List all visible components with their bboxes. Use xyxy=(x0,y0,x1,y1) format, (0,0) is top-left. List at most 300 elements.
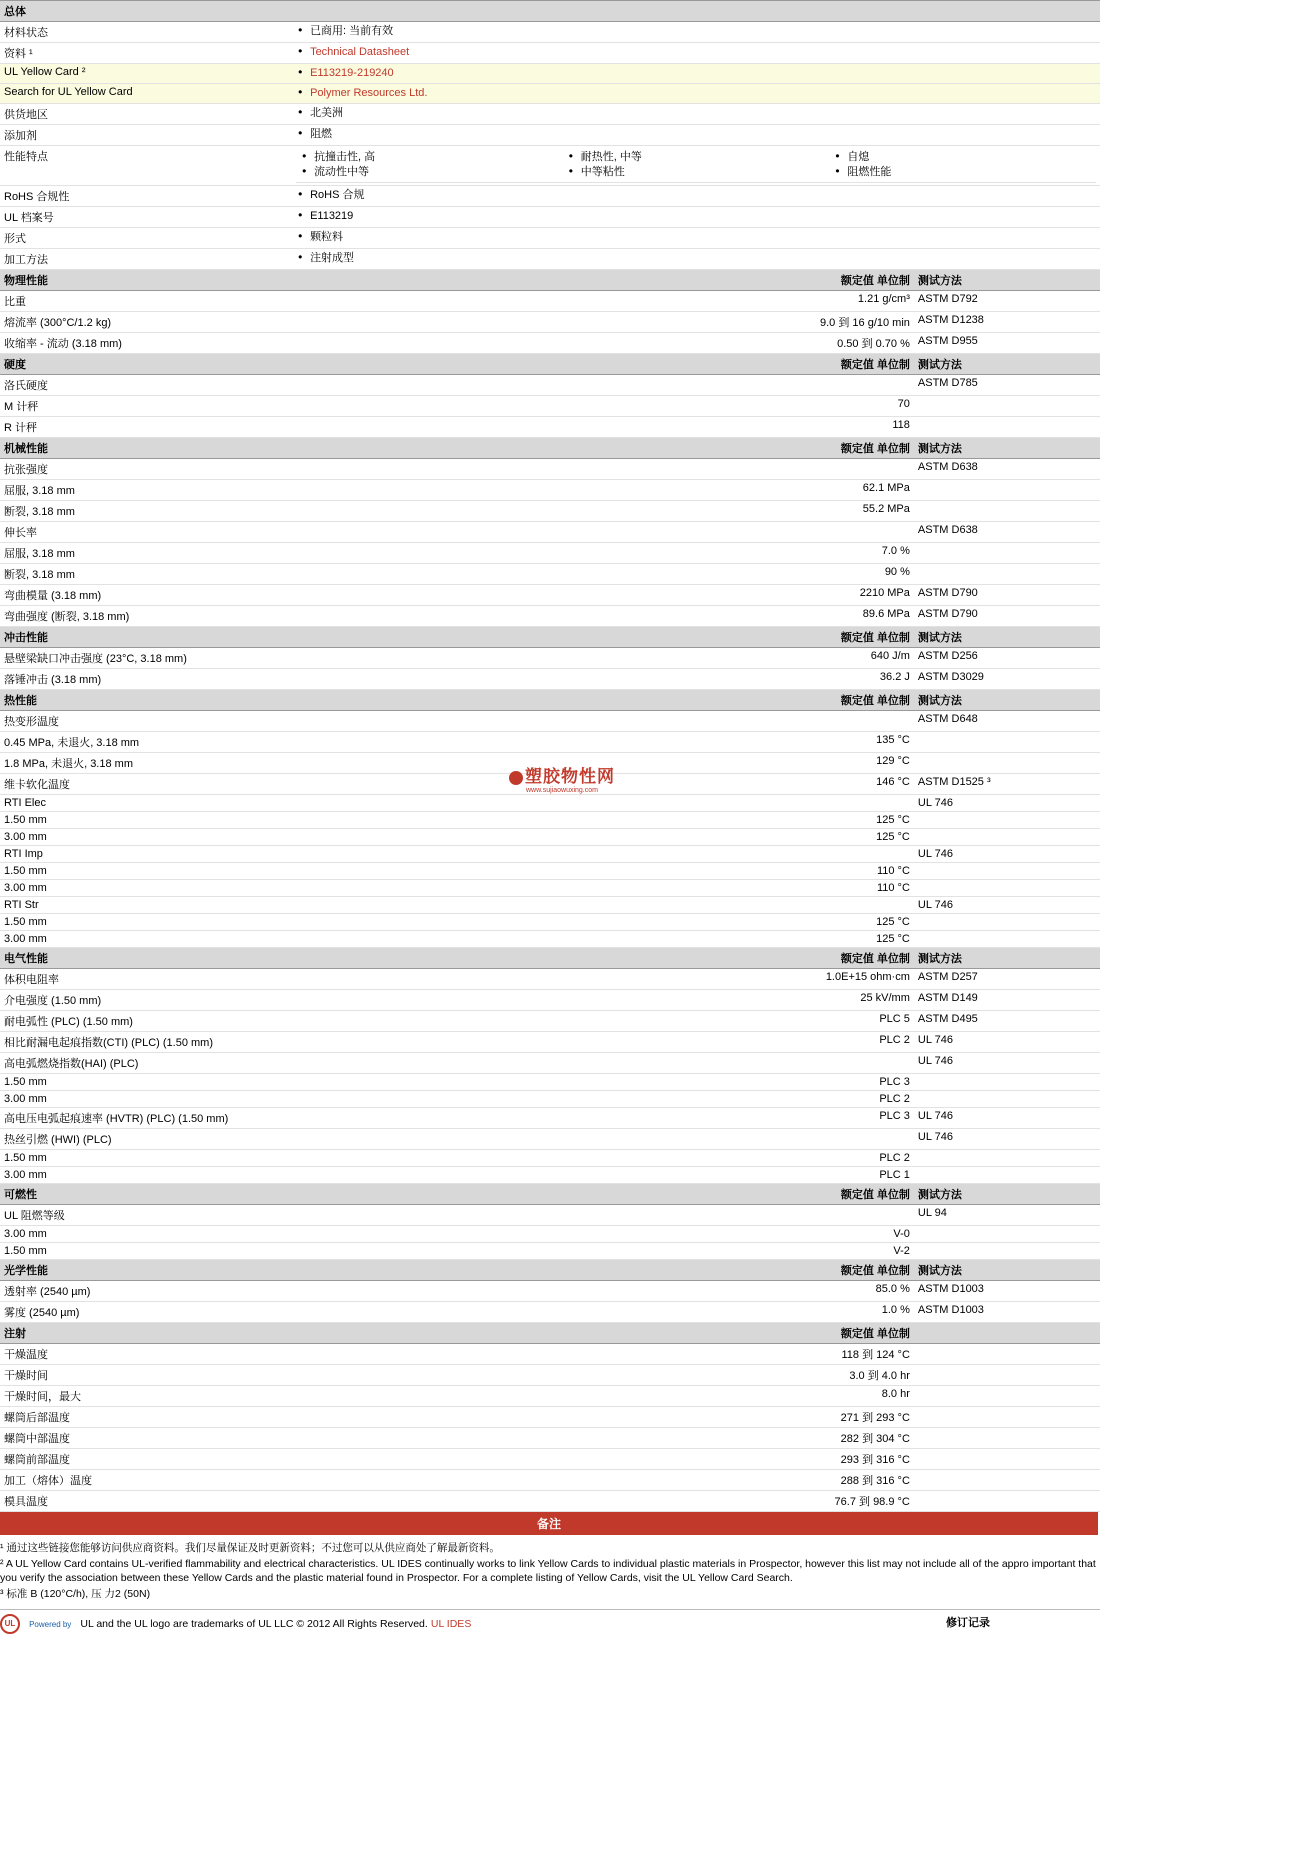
property-rated-value: 125 °C xyxy=(292,931,914,948)
property-name: Search for UL Yellow Card xyxy=(0,84,292,104)
property-rated-value: 25 kV/mm xyxy=(292,990,914,1011)
property-rated-value: 76.7 到 98.9 °C xyxy=(292,1491,914,1512)
section-title: 物理性能 xyxy=(0,270,292,291)
property-rated-value: 62.1 MPa xyxy=(292,480,914,501)
property-test-method xyxy=(914,1150,1100,1167)
feature-column xyxy=(296,148,563,183)
property-test-method: ASTM D638 xyxy=(914,459,1100,480)
table-row xyxy=(0,104,1100,125)
table-row xyxy=(0,846,1100,863)
feature-item: • 自熄 xyxy=(833,150,1092,165)
table-row xyxy=(0,914,1100,931)
property-test-method: ASTM D955 xyxy=(914,333,1100,354)
section-test-header: 测试方法 xyxy=(914,1260,1100,1281)
table-row xyxy=(0,795,1100,812)
property-test-method: ASTM D790 xyxy=(914,585,1100,606)
property-name: 3.00 mm xyxy=(0,1091,292,1108)
property-test-method xyxy=(914,564,1100,585)
property-name: 干燥时间 xyxy=(0,1365,292,1386)
property-rated-value: 118 到 124 °C xyxy=(292,1344,914,1365)
section-header-row xyxy=(0,270,1100,291)
property-rated-value xyxy=(292,1053,914,1074)
property-name: 收缩率 - 流动 (3.18 mm) xyxy=(0,333,292,354)
property-rated-value: PLC 3 xyxy=(292,1108,914,1129)
table-row xyxy=(0,931,1100,948)
property-name: 供货地区 xyxy=(0,104,292,125)
property-test-method xyxy=(914,1365,1100,1386)
property-test-method: ASTM D792 xyxy=(914,291,1100,312)
bullet-item: • 注射成型 xyxy=(296,251,1096,266)
revision-label: 修订记录 xyxy=(946,1617,990,1629)
table-row xyxy=(0,863,1100,880)
property-rated-value: 89.6 MPa xyxy=(292,606,914,627)
bullet-link[interactable]: E113219-219240 xyxy=(310,67,394,79)
property-test-method: UL 94 xyxy=(914,1205,1100,1226)
section-title: 机械性能 xyxy=(0,438,292,459)
property-test-method xyxy=(914,1449,1100,1470)
table-row xyxy=(0,396,1100,417)
table-row xyxy=(0,606,1100,627)
table-row xyxy=(0,774,1100,795)
property-name: 1.50 mm xyxy=(0,1074,292,1091)
powered-by-label: Powered by xyxy=(29,1619,72,1629)
property-name: 1.50 mm xyxy=(0,1243,292,1260)
property-name: 弯曲模量 (3.18 mm) xyxy=(0,585,292,606)
table-row xyxy=(0,84,1100,104)
property-name: RTI Str xyxy=(0,897,292,914)
table-row xyxy=(0,1167,1100,1184)
table-row xyxy=(0,969,1100,990)
property-test-method: ASTM D1003 xyxy=(914,1302,1100,1323)
table-row xyxy=(0,1150,1100,1167)
ul-logo-icon: UL xyxy=(0,1614,20,1634)
property-name: 材料状态 xyxy=(0,22,292,43)
property-test-method xyxy=(914,1091,1100,1108)
table-row xyxy=(0,753,1100,774)
property-test-method xyxy=(914,1386,1100,1407)
bullet-link[interactable]: Technical Datasheet xyxy=(310,46,410,58)
section-value-header: 额定值 单位制 xyxy=(292,1323,914,1344)
property-rated-value: 85.0 % xyxy=(292,1281,914,1302)
property-name: 介电强度 (1.50 mm) xyxy=(0,990,292,1011)
property-test-method xyxy=(914,1428,1100,1449)
section-test-header: 测试方法 xyxy=(914,270,1100,291)
property-name: 3.00 mm xyxy=(0,1167,292,1184)
property-rated-value: PLC 5 xyxy=(292,1011,914,1032)
property-name: 1.8 MPa, 未退火, 3.18 mm xyxy=(0,753,292,774)
property-name: M 计秤 xyxy=(0,396,292,417)
property-test-method: UL 746 xyxy=(914,1108,1100,1129)
table-row xyxy=(0,1226,1100,1243)
property-value xyxy=(292,249,1100,270)
property-name: 体积电阻率 xyxy=(0,969,292,990)
property-name: UL Yellow Card ² xyxy=(0,64,292,84)
table-row xyxy=(0,1205,1100,1226)
table-row xyxy=(0,732,1100,753)
property-rated-value: PLC 2 xyxy=(292,1032,914,1053)
table-row xyxy=(0,1449,1100,1470)
note-item: ² A UL Yellow Card contains UL-verified flammability and electrical characteristics. UL IDES continually works to link Yellow Cards to individual plastic materials in Prospector, however this list may not include all of the appro important that you verify the association between these Yellow Cards and the plastic material found in Prospector. For a complete listing of Yellow Cards, visit the UL Yellow Card Search. xyxy=(0,1558,1096,1584)
property-rated-value: 146 °C xyxy=(292,774,914,795)
table-row xyxy=(0,291,1100,312)
property-rated-value xyxy=(292,375,914,396)
property-test-method: ASTM D638 xyxy=(914,522,1100,543)
property-name: 3.00 mm xyxy=(0,880,292,897)
property-rated-value: 0.50 到 0.70 % xyxy=(292,333,914,354)
section-header-row xyxy=(0,1260,1100,1281)
property-name: 1.50 mm xyxy=(0,863,292,880)
section-header-row xyxy=(0,438,1100,459)
property-name: RTI Elec xyxy=(0,795,292,812)
property-rated-value: 125 °C xyxy=(292,812,914,829)
property-name: 干燥温度 xyxy=(0,1344,292,1365)
bullet-item[interactable] xyxy=(296,66,1096,81)
section-test-header: 测试方法 xyxy=(914,1184,1100,1205)
property-test-method: ASTM D1003 xyxy=(914,1281,1100,1302)
property-name: 0.45 MPa, 未退火, 3.18 mm xyxy=(0,732,292,753)
table-row xyxy=(0,1407,1100,1428)
property-name: 螺筒前部温度 xyxy=(0,1449,292,1470)
property-value xyxy=(292,207,1100,228)
section-value-header: 额定值 单位制 xyxy=(292,270,914,291)
section-test-header: 测试方法 xyxy=(914,690,1100,711)
bullet-item: • 北美洲 xyxy=(296,106,1096,121)
property-rated-value: 271 到 293 °C xyxy=(292,1407,914,1428)
page-footer xyxy=(0,1609,1100,1640)
watermark-url: www.sujiaowuxing.com xyxy=(526,787,598,794)
table-row xyxy=(0,1091,1100,1108)
property-test-method: ASTM D1525 ³ xyxy=(914,774,1100,795)
property-test-method xyxy=(914,931,1100,948)
feature-item: • 耐热性, 中等 xyxy=(567,150,826,165)
property-value xyxy=(292,104,1100,125)
bullet-item[interactable] xyxy=(296,86,1096,101)
property-name: 3.00 mm xyxy=(0,1226,292,1243)
table-row xyxy=(0,1470,1100,1491)
property-test-method: ASTM D495 xyxy=(914,1011,1100,1032)
property-rated-value: 3.0 到 4.0 hr xyxy=(292,1365,914,1386)
table-row xyxy=(0,1074,1100,1091)
property-test-method xyxy=(914,1226,1100,1243)
property-test-method xyxy=(914,863,1100,880)
property-rated-value: 1.0E+15 ohm·cm xyxy=(292,969,914,990)
property-test-method: ASTM D648 xyxy=(914,711,1100,732)
property-name: 1.50 mm xyxy=(0,1150,292,1167)
property-rated-value: 90 % xyxy=(292,564,914,585)
table-row xyxy=(0,1428,1100,1449)
section-test-header: 测试方法 xyxy=(914,627,1100,648)
property-rated-value: 2210 MPa xyxy=(292,585,914,606)
property-test-method xyxy=(914,501,1100,522)
table-row xyxy=(0,1281,1100,1302)
property-test-method xyxy=(914,1344,1100,1365)
property-name: 3.00 mm xyxy=(0,931,292,948)
property-value xyxy=(292,186,1100,207)
property-rated-value: PLC 3 xyxy=(292,1074,914,1091)
table-row xyxy=(0,829,1100,846)
property-test-method: ASTM D3029 xyxy=(914,669,1100,690)
property-name: 比重 xyxy=(0,291,292,312)
note-item: ¹ 通过这些链接您能够访问供应商资料。我们尽量保证及时更新资料；不过您可以从供应商处了解最新资料。 xyxy=(0,1542,500,1554)
property-test-method xyxy=(914,812,1100,829)
section-header-row xyxy=(0,948,1100,969)
table-row xyxy=(0,1032,1100,1053)
property-name: RTI Imp xyxy=(0,846,292,863)
property-name: 螺筒后部温度 xyxy=(0,1407,292,1428)
feature-column xyxy=(829,148,1096,183)
property-test-method: UL 746 xyxy=(914,795,1100,812)
property-name: 断裂, 3.18 mm xyxy=(0,564,292,585)
property-name: RoHS 合规性 xyxy=(0,186,292,207)
table-row xyxy=(0,1011,1100,1032)
property-name: 高电弧燃烧指数(HAI) (PLC) xyxy=(0,1053,292,1074)
property-value xyxy=(292,22,1100,43)
property-name: UL 阻燃等级 xyxy=(0,1205,292,1226)
section-title: 注射 xyxy=(0,1323,292,1344)
property-rated-value: V-2 xyxy=(292,1243,914,1260)
section-title: 可燃性 xyxy=(0,1184,292,1205)
property-rated-value: 135 °C xyxy=(292,732,914,753)
property-rated-value: 125 °C xyxy=(292,829,914,846)
table-row xyxy=(0,648,1100,669)
property-rated-value: 118 xyxy=(292,417,914,438)
section-title: 光学性能 xyxy=(0,1260,292,1281)
bullet-item: • 阻燃 xyxy=(296,127,1096,142)
table-row xyxy=(0,186,1100,207)
property-rated-value xyxy=(292,1129,914,1150)
property-rated-value xyxy=(292,459,914,480)
property-rated-value xyxy=(292,897,914,914)
property-name: 干燥时间，最大 xyxy=(0,1386,292,1407)
property-value xyxy=(292,84,1100,104)
table-row xyxy=(0,1365,1100,1386)
section-header-row xyxy=(0,1323,1100,1344)
property-name: 弯曲强度 (断裂, 3.18 mm) xyxy=(0,606,292,627)
section-value-header: 额定值 单位制 xyxy=(292,354,914,375)
property-name: R 计秤 xyxy=(0,417,292,438)
table-row xyxy=(0,333,1100,354)
property-name: 雾度 (2540 µm) xyxy=(0,1302,292,1323)
property-rated-value: 7.0 % xyxy=(292,543,914,564)
property-name: 相比耐漏电起痕指数(CTI) (PLC) (1.50 mm) xyxy=(0,1032,292,1053)
property-test-method: UL 746 xyxy=(914,846,1100,863)
property-name: 模具温度 xyxy=(0,1491,292,1512)
property-rated-value: 288 到 316 °C xyxy=(292,1470,914,1491)
bullet-item[interactable] xyxy=(296,45,1096,60)
section-test-header xyxy=(914,1,1100,22)
section-header-row xyxy=(0,354,1100,375)
section-test-header: 测试方法 xyxy=(914,948,1100,969)
table-row xyxy=(0,1344,1100,1365)
section-test-header: 测试方法 xyxy=(914,354,1100,375)
property-value xyxy=(292,64,1100,84)
property-name: 资料 ¹ xyxy=(0,43,292,64)
section-header-row xyxy=(0,1,1100,22)
property-name: 3.00 mm xyxy=(0,829,292,846)
property-name: 加工方法 xyxy=(0,249,292,270)
property-rated-value: 125 °C xyxy=(292,914,914,931)
note-item: ³ 标准 B (120°C/h), 压 力2 (50N) xyxy=(0,1588,151,1600)
table-row xyxy=(0,207,1100,228)
bullet-link[interactable]: Polymer Resources Ltd. xyxy=(310,87,428,99)
feature-item: • 流动性中等 xyxy=(300,165,559,180)
property-rated-value: 36.2 J xyxy=(292,669,914,690)
property-test-method: UL 746 xyxy=(914,1053,1100,1074)
property-test-method: UL 746 xyxy=(914,897,1100,914)
property-name: 伸长率 xyxy=(0,522,292,543)
table-row xyxy=(0,711,1100,732)
property-test-method: ASTM D256 xyxy=(914,648,1100,669)
table-row xyxy=(0,459,1100,480)
property-test-method xyxy=(914,1491,1100,1512)
table-row xyxy=(0,43,1100,64)
property-rated-value: 129 °C xyxy=(292,753,914,774)
property-test-method: UL 746 xyxy=(914,1129,1100,1150)
property-name: 热变形温度 xyxy=(0,711,292,732)
section-value-header: 额定值 单位制 xyxy=(292,1260,914,1281)
property-rated-value xyxy=(292,711,914,732)
ul-ides-link[interactable]: UL IDES xyxy=(430,1618,472,1630)
property-name: 加工（熔体）温度 xyxy=(0,1470,292,1491)
property-rated-value: 9.0 到 16 g/10 min xyxy=(292,312,914,333)
property-name: 屈服, 3.18 mm xyxy=(0,480,292,501)
table-row xyxy=(0,1491,1100,1512)
property-rated-value xyxy=(292,522,914,543)
table-row xyxy=(0,375,1100,396)
table-row xyxy=(0,1108,1100,1129)
table-row xyxy=(0,501,1100,522)
property-rated-value: 8.0 hr xyxy=(292,1386,914,1407)
feature-item: • 中等粘性 xyxy=(567,165,826,180)
table-row xyxy=(0,1053,1100,1074)
bullet-item: • RoHS 合规 xyxy=(296,188,1096,203)
section-value-header: 额定值 单位制 xyxy=(292,1184,914,1205)
section-header-row xyxy=(0,1184,1100,1205)
property-name: 抗张强度 xyxy=(0,459,292,480)
property-test-method xyxy=(914,829,1100,846)
table-row xyxy=(0,669,1100,690)
property-rated-value: 282 到 304 °C xyxy=(292,1428,914,1449)
table-row xyxy=(0,897,1100,914)
property-test-method xyxy=(914,753,1100,774)
property-name: 形式 xyxy=(0,228,292,249)
property-name: 耐电弧性 (PLC) (1.50 mm) xyxy=(0,1011,292,1032)
footer-trademark-text: UL and the UL logo are trademarks of UL LLC © 2012 All Rights Reserved. xyxy=(80,1618,428,1630)
property-name: 屈服, 3.18 mm xyxy=(0,543,292,564)
section-title: 热性能 xyxy=(0,690,292,711)
property-rated-value: V-0 xyxy=(292,1226,914,1243)
property-name: 螺筒中部温度 xyxy=(0,1428,292,1449)
property-name: 性能特点 xyxy=(0,146,292,186)
property-test-method xyxy=(914,417,1100,438)
table-row xyxy=(0,417,1100,438)
property-test-method xyxy=(914,1074,1100,1091)
property-rated-value: PLC 2 xyxy=(292,1091,914,1108)
property-test-method xyxy=(914,914,1100,931)
property-value xyxy=(292,125,1100,146)
section-title: 硬度 xyxy=(0,354,292,375)
section-header-row xyxy=(0,690,1100,711)
feature-item: • 阻燃性能 xyxy=(833,165,1092,180)
property-rated-value: PLC 2 xyxy=(292,1150,914,1167)
property-name: 熔流率 (300°C/1.2 kg) xyxy=(0,312,292,333)
table-row xyxy=(0,990,1100,1011)
property-name: 热丝引燃 (HWI) (PLC) xyxy=(0,1129,292,1150)
property-test-method xyxy=(914,1470,1100,1491)
section-title: 冲击性能 xyxy=(0,627,292,648)
property-name: 悬壁梁缺口冲击强度 (23°C, 3.18 mm) xyxy=(0,648,292,669)
watermark-title: 塑胶物性网 xyxy=(497,762,627,787)
notes-list xyxy=(0,1535,1100,1601)
property-name: 洛氏硬度 xyxy=(0,375,292,396)
property-test-method: ASTM D257 xyxy=(914,969,1100,990)
property-test-method xyxy=(914,1167,1100,1184)
table-row xyxy=(0,146,1100,186)
property-name: 1.50 mm xyxy=(0,812,292,829)
property-name: 透射率 (2540 µm) xyxy=(0,1281,292,1302)
property-rated-value xyxy=(292,1205,914,1226)
property-value xyxy=(292,43,1100,64)
property-test-method: ASTM D790 xyxy=(914,606,1100,627)
section-title: 电气性能 xyxy=(0,948,292,969)
table-row xyxy=(0,64,1100,84)
property-test-method: UL 746 xyxy=(914,1032,1100,1053)
property-rated-value: 640 J/m xyxy=(292,648,914,669)
property-rated-value: PLC 1 xyxy=(292,1167,914,1184)
table-row xyxy=(0,249,1100,270)
property-rated-value: 1.0 % xyxy=(292,1302,914,1323)
table-row xyxy=(0,880,1100,897)
table-row xyxy=(0,585,1100,606)
section-value-header xyxy=(292,1,914,22)
table-row xyxy=(0,22,1100,43)
notes-header: 备注 xyxy=(0,1512,1098,1535)
property-name: 添加剂 xyxy=(0,125,292,146)
property-name: UL 档案号 xyxy=(0,207,292,228)
table-row xyxy=(0,1386,1100,1407)
property-test-method xyxy=(914,480,1100,501)
property-test-method: ASTM D149 xyxy=(914,990,1100,1011)
bullet-item: • 已商用: 当前有效 xyxy=(296,24,1096,39)
property-name: 落锤冲击 (3.18 mm) xyxy=(0,669,292,690)
bullet-item: • 颗粒料 xyxy=(296,230,1096,245)
property-name: 断裂, 3.18 mm xyxy=(0,501,292,522)
table-row xyxy=(0,1302,1100,1323)
property-test-method: ASTM D1238 xyxy=(914,312,1100,333)
property-test-method xyxy=(914,880,1100,897)
property-test-method xyxy=(914,1407,1100,1428)
table-row xyxy=(0,543,1100,564)
property-rated-value: 55.2 MPa xyxy=(292,501,914,522)
section-value-header: 额定值 单位制 xyxy=(292,627,914,648)
property-rated-value: 293 到 316 °C xyxy=(292,1449,914,1470)
property-rated-value: 110 °C xyxy=(292,863,914,880)
property-rated-value xyxy=(292,795,914,812)
property-rated-value xyxy=(292,846,914,863)
section-test-header xyxy=(914,1323,1100,1344)
property-test-method xyxy=(914,1243,1100,1260)
table-row xyxy=(0,522,1100,543)
table-row xyxy=(0,812,1100,829)
table-row xyxy=(0,480,1100,501)
table-row xyxy=(0,564,1100,585)
table-row xyxy=(0,228,1100,249)
property-rated-value: 110 °C xyxy=(292,880,914,897)
bullet-item: • E113219 xyxy=(296,209,1096,224)
property-rated-value: 70 xyxy=(292,396,914,417)
property-test-method xyxy=(914,732,1100,753)
property-test-method: ASTM D785 xyxy=(914,375,1100,396)
